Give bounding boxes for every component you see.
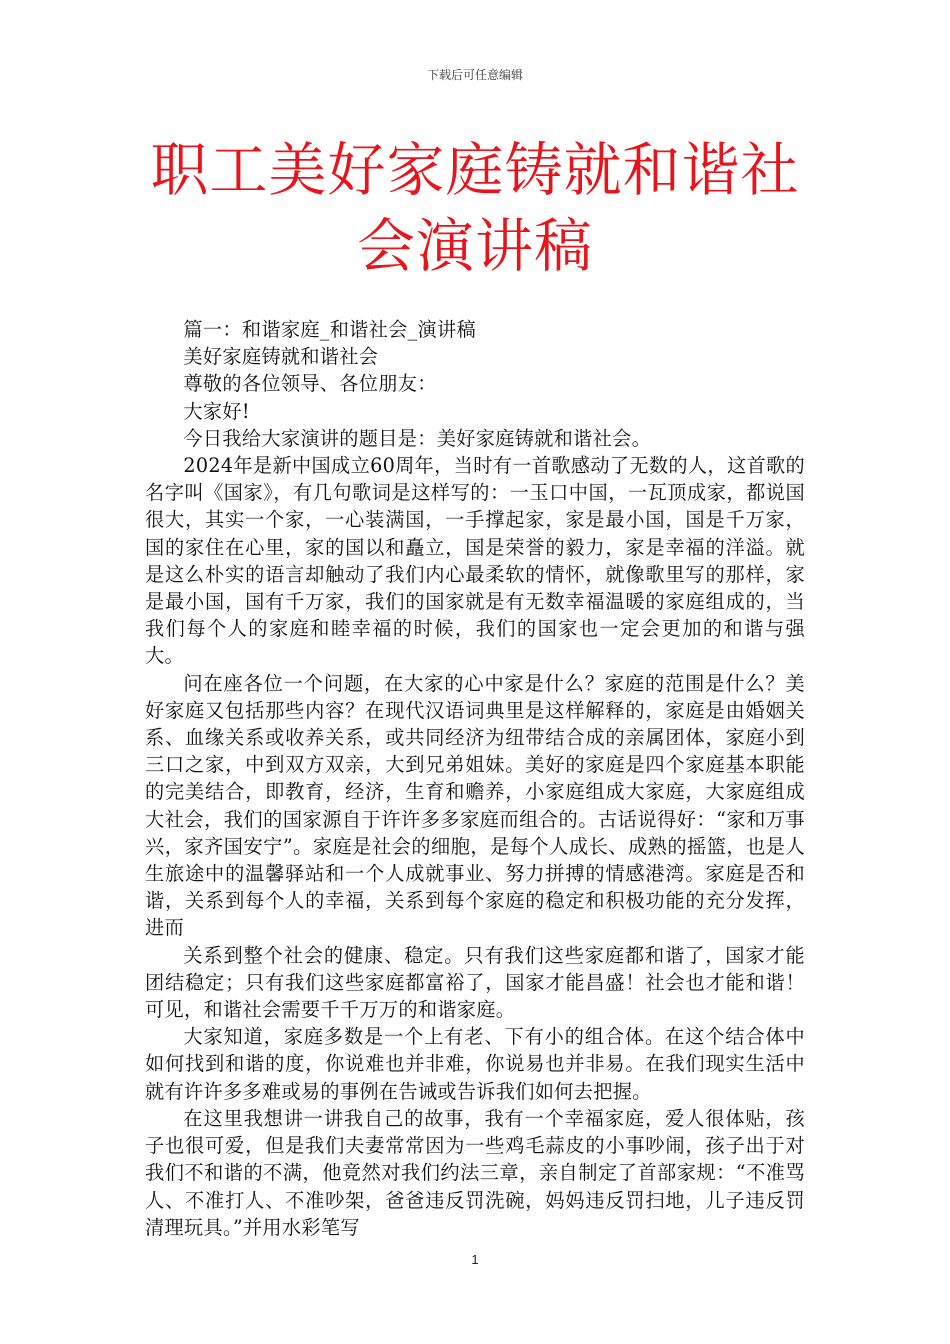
paragraph-body: 大家知道，家庭多数是一个上有老、下有小的组合体。在这个结合体中如何找到和谐的度，你说难也并非难，你说易也并非易。在我们现实生活中就有许许多多难或易的事例在告诫或告诉我们如何去把握。 <box>145 1025 805 1103</box>
document-title: 职工美好家庭铸就和谐社会演讲稿 <box>150 136 800 280</box>
paragraph-body: 问在座各位一个问题，在大家的心中家是什么？家庭的范围是什么？美好家庭又包括那些内容？在现代汉语词典里是这样解释的，家庭是由婚姻关系、血缘关系或收养关系，或共同经济为纽带结合成的亲属团体，家庭小到三口之家，中到双方双亲，大到兄弟姐妹。美好的家庭是四个家庭基本职能的完美结合，即教育，经济，生育和赡养，小家庭组成大家庭，大家庭组成大社会，我们的国家源自于许许多多家庭而组合的。古话说得好：“家和万事兴，家齐国安宁”。家庭是社会的细胞，是每个人成长、成熟的摇篮，也是人生旅途中的温馨驿站和一个人成就事业、努力拼搏的情感港湾。家庭是否和谐，关系到每个人的幸福，关系到每个家庭的稳定和积极功能的充分发挥，进而 <box>145 671 805 940</box>
page-header-note: 下载后可任意编辑 <box>426 68 523 82</box>
paragraph-speech-title: 美好家庭铸就和谐社会 <box>183 345 379 369</box>
page-number: 1 <box>471 1252 479 1267</box>
paragraph-body: 关系到整个社会的健康、稳定。只有我们这些家庭都和谐了，国家才能团结稳定；只有我们这些家庭都富裕了，国家才能昌盛！社会也才能和谐！可见，和谐社会需要千千万万的和谐家庭。 <box>145 943 805 1022</box>
paragraph-greeting: 大家好! <box>183 399 250 423</box>
paragraph-salutation: 尊敬的各位领导、各位朋友： <box>183 372 437 396</box>
paragraph-body: 2024年是新中国成立60周年，当时有一首歌感动了无数的人，这首歌的名字叫《国家》，有几句歌词是这样写的：一玉口中国，一瓦顶成家，都说国很大，其实一个家，一心装满国，一手撑起家，家是最小国，国是千万家，国的家住在心里，家的国以和矗立，国是荣誉的毅力，家是幸福的洋溢。就是这么朴实的语言却触动了我们内心最柔软的情怀，就像歌里写的那样，家是最小国，国有千万家，我们的国家就是有无数幸福温暖的家庭组成的，当我们每个人的家庭和睦幸福的时候，我们的国家也一定会更加的和谐与强大。 <box>145 454 805 668</box>
document-body <box>145 316 805 1241</box>
paragraph-body: 在这里我想讲一讲我自己的故事，我有一个幸福家庭，爱人很体贴，孩子也很可爱，但是我们夫妻常常因为一些鸡毛蒜皮的小事吵闹，孩子出于对我们不和谐的不满，他竟然对我们约法三章，亲自制定了首部家规：“不准骂人、不准打人、不准吵架，爸爸违反罚洗碗，妈妈违反罚扫地，儿子违反罚清理玩具。”并用水彩笔写 <box>145 1106 805 1239</box>
paragraph-section-heading: 篇一：和谐家庭_和谐社会_演讲稿 <box>183 318 477 341</box>
paragraph-topic: 今日我给大家演讲的题目是：美好家庭铸就和谐社会。 <box>183 426 652 450</box>
